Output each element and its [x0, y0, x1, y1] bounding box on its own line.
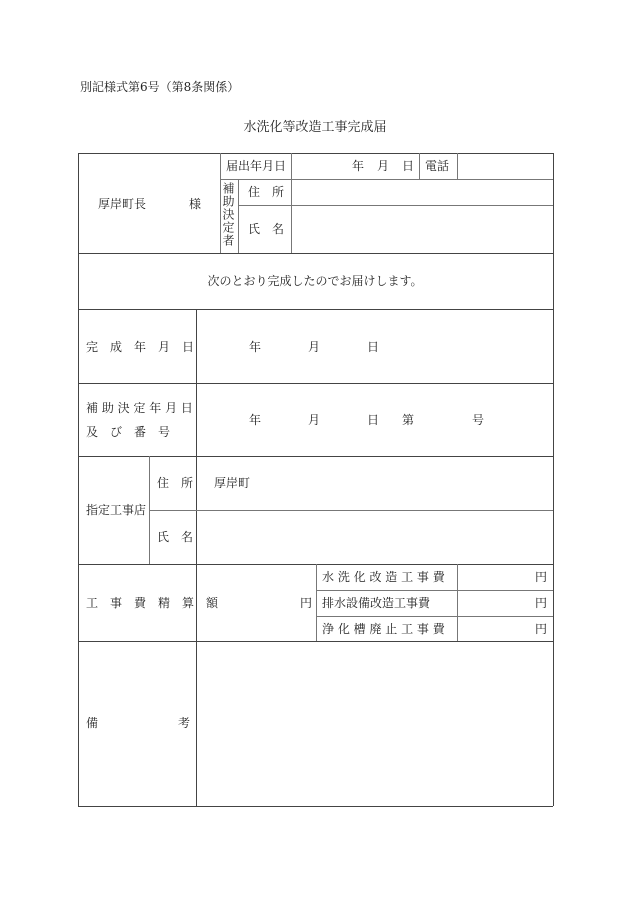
cost-item-unit: 円	[535, 596, 548, 610]
cost-item-unit: 円	[535, 570, 548, 584]
cost-item-label: 排水設備改造工事費	[322, 596, 431, 610]
cost-item-label: 水 洗 化 改 造 工 事 費	[322, 570, 445, 584]
completion-month-label: 月	[308, 340, 321, 354]
recipient-name-label: 氏 名	[248, 222, 285, 236]
completion-year-label: 年	[249, 340, 262, 354]
contractor-label: 指定工事店	[86, 503, 147, 517]
form-title: 水洗化等改造工事完成届	[243, 120, 387, 135]
divider	[238, 179, 239, 253]
cost-item-field[interactable]	[458, 617, 530, 640]
submission-date-field[interactable]	[292, 154, 418, 178]
form-border-left	[78, 153, 79, 806]
subsidy-number-suffix: 号	[472, 413, 485, 427]
subsidy-decision-label-line2: 及 び 番 号	[86, 425, 171, 439]
remarks-field[interactable]	[197, 642, 552, 805]
subsidy-decision-month-label: 月	[308, 413, 321, 427]
addressee-name: 厚岸町長	[98, 197, 147, 211]
submission-date-label: 届出年月日	[226, 159, 287, 173]
completion-date-field[interactable]	[197, 310, 552, 382]
subsidy-recipient-label: 補助決定者	[221, 182, 235, 247]
remarks-label-left: 備	[86, 716, 99, 730]
cost-item-unit: 円	[535, 622, 548, 636]
subsidy-decision-field[interactable]	[197, 384, 552, 455]
phone-label: 電話	[425, 159, 450, 173]
remarks-label-right: 考	[178, 716, 191, 730]
recipient-name-field[interactable]	[292, 206, 552, 252]
submission-day-label: 日	[402, 159, 415, 173]
contractor-address-label: 住 所	[157, 476, 194, 490]
form-border-bottom	[78, 806, 553, 807]
cost-total-unit: 円	[300, 596, 313, 610]
divider	[419, 153, 420, 179]
subsidy-decision-day-label: 日	[367, 413, 380, 427]
submission-year-label: 年	[352, 159, 365, 173]
subsidy-decision-label-line1: 補 助 決 定 年 月 日	[86, 401, 193, 415]
cost-item-field[interactable]	[458, 565, 530, 589]
submission-month-label: 月	[377, 159, 390, 173]
phone-field[interactable]	[458, 154, 552, 178]
cost-item-label: 浄 化 槽 廃 止 工 事 費	[322, 622, 445, 636]
contractor-address-value[interactable]: 厚岸町	[214, 476, 251, 490]
divider	[78, 253, 553, 254]
subsidy-decision-year-label: 年	[249, 413, 262, 427]
completion-date-label: 完 成 年 月 日	[86, 340, 195, 354]
completion-day-label: 日	[367, 340, 380, 354]
contractor-name-label: 氏 名	[157, 530, 194, 544]
recipient-address-field[interactable]	[292, 180, 552, 204]
form-number: 別記様式第6号（第8条関係）	[80, 80, 240, 94]
subsidy-number-prefix: 第	[402, 413, 415, 427]
form-border-right	[553, 153, 554, 806]
addressee-honorific: 様	[189, 197, 202, 211]
divider	[316, 564, 317, 641]
cost-total-field[interactable]	[197, 565, 297, 640]
contractor-name-field[interactable]	[197, 511, 552, 563]
cost-label: 工 事 費 精 算 額	[86, 596, 219, 610]
recipient-address-label: 住 所	[248, 185, 285, 199]
cost-item-field[interactable]	[458, 591, 530, 615]
notice-text: 次のとおり完成したのでお届けします。	[207, 274, 423, 288]
